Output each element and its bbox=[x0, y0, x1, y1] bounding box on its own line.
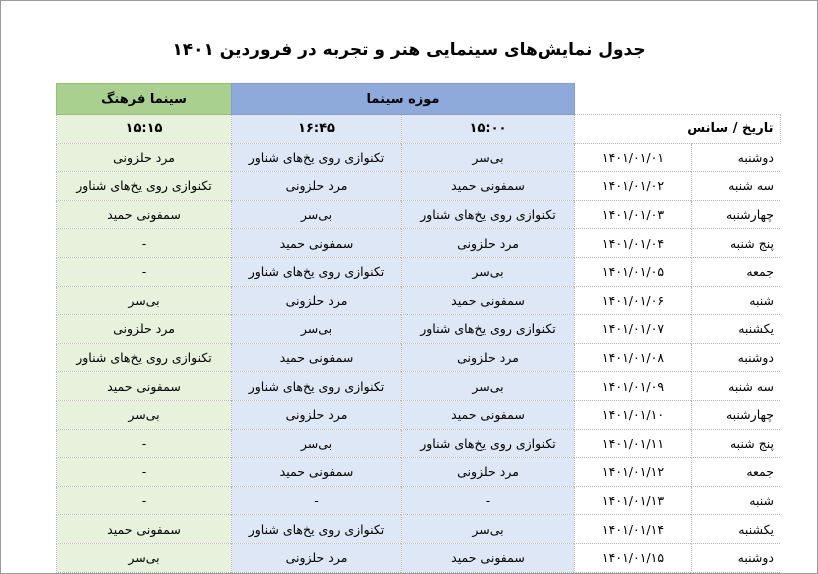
venue-farhang: سینما فرهنگ bbox=[57, 84, 232, 115]
time-museum-1: ۱۵:۰۰ bbox=[402, 115, 575, 144]
day-cell: دوشنبه bbox=[692, 343, 781, 372]
time-museum-2: ۱۶:۴۵ bbox=[232, 115, 402, 144]
farhang-1515-cell: تکنوازی روی یخ‌های شناور bbox=[57, 172, 232, 201]
farhang-1515-cell: - bbox=[57, 257, 232, 286]
table-row bbox=[57, 200, 781, 229]
museum-1645-cell: تکنوازی روی یخ‌های شناور bbox=[232, 143, 402, 172]
day-cell: جمعه bbox=[692, 257, 781, 286]
museum-1645-cell: - bbox=[232, 486, 402, 515]
farhang-1515-cell: سمفونی حمید bbox=[57, 200, 232, 229]
table-row bbox=[57, 257, 781, 286]
farhang-1515-cell: بی‌سر bbox=[57, 543, 232, 572]
day-cell: چهارشنبه bbox=[692, 200, 781, 229]
museum-1500-cell: مرد حلزونی bbox=[402, 229, 575, 258]
museum-1645-cell: مرد حلزونی bbox=[232, 543, 402, 572]
day-cell: دوشنبه bbox=[692, 543, 781, 572]
farhang-1515-cell: - bbox=[57, 429, 232, 458]
day-cell: دوشنبه bbox=[692, 143, 781, 172]
farhang-1515-cell: مرد حلزونی bbox=[57, 143, 232, 172]
museum-1500-cell: سمفونی حمید bbox=[402, 543, 575, 572]
date-cell: ۱۴۰۱/۰۱/۰۹ bbox=[575, 372, 692, 401]
museum-1645-cell: تکنوازی روی یخ‌های شناور bbox=[232, 257, 402, 286]
museum-1500-cell: بی‌سر bbox=[402, 257, 575, 286]
blank-cell bbox=[692, 84, 781, 115]
date-cell: ۱۴۰۱/۰۱/۱۱ bbox=[575, 429, 692, 458]
museum-1500-cell: سمفونی حمید bbox=[402, 172, 575, 201]
museum-1500-cell: سمفونی حمید bbox=[402, 286, 575, 315]
museum-1645-cell: بی‌سر bbox=[232, 429, 402, 458]
farhang-1515-cell: بی‌سر bbox=[57, 400, 232, 429]
day-cell: پنج شنبه bbox=[692, 229, 781, 258]
time-header-row bbox=[57, 115, 781, 144]
museum-1500-cell: بی‌سر bbox=[402, 515, 575, 544]
table-row bbox=[57, 429, 781, 458]
museum-1500-cell: مرد حلزونی bbox=[402, 458, 575, 487]
table-row bbox=[57, 343, 781, 372]
museum-1500-cell: بی‌سر bbox=[402, 143, 575, 172]
museum-1645-cell: مرد حلزونی bbox=[232, 172, 402, 201]
date-cell: ۱۴۰۱/۰۱/۱۰ bbox=[575, 400, 692, 429]
farhang-1515-cell: - bbox=[57, 458, 232, 487]
museum-1500-cell: مرد حلزونی bbox=[402, 343, 575, 372]
day-cell: چهارشنبه bbox=[692, 400, 781, 429]
day-cell: شنبه bbox=[692, 486, 781, 515]
table-row bbox=[57, 286, 781, 315]
farhang-1515-cell: - bbox=[57, 486, 232, 515]
date-cell: ۱۴۰۱/۰۱/۰۶ bbox=[575, 286, 692, 315]
date-cell: ۱۴۰۱/۰۱/۱۳ bbox=[575, 486, 692, 515]
date-cell: ۱۴۰۱/۰۱/۰۴ bbox=[575, 229, 692, 258]
date-cell: ۱۴۰۱/۰۱/۰۳ bbox=[575, 200, 692, 229]
date-cell: ۱۴۰۱/۰۱/۰۷ bbox=[575, 315, 692, 344]
table-row bbox=[57, 172, 781, 201]
farhang-1515-cell: سمفونی حمید bbox=[57, 515, 232, 544]
farhang-1515-cell: تکنوازی روی یخ‌های شناور bbox=[57, 343, 232, 372]
venue-museum: موزه سینما bbox=[232, 84, 575, 115]
table-row bbox=[57, 543, 781, 572]
table-row bbox=[57, 315, 781, 344]
venue-header-row bbox=[57, 84, 781, 115]
day-cell: پنج شنبه bbox=[692, 429, 781, 458]
date-cell: ۱۴۰۱/۰۱/۰۸ bbox=[575, 343, 692, 372]
time-farhang: ۱۵:۱۵ bbox=[57, 115, 232, 144]
date-cell: ۱۴۰۱/۰۱/۰۵ bbox=[575, 257, 692, 286]
day-cell: شنبه bbox=[692, 286, 781, 315]
museum-1645-cell: بی‌سر bbox=[232, 200, 402, 229]
date-cell: ۱۴۰۱/۰۱/۱۵ bbox=[575, 543, 692, 572]
table-row bbox=[57, 229, 781, 258]
table-row bbox=[57, 400, 781, 429]
date-cell: ۱۴۰۱/۰۱/۱۲ bbox=[575, 458, 692, 487]
museum-1645-cell: بی‌سر bbox=[232, 315, 402, 344]
table-row bbox=[57, 486, 781, 515]
date-session-label: تاریخ / سانس bbox=[575, 115, 781, 144]
museum-1645-cell: سمفونی حمید bbox=[232, 458, 402, 487]
day-cell: یکشنبه bbox=[692, 315, 781, 344]
table-row bbox=[57, 372, 781, 401]
farhang-1515-cell: - bbox=[57, 229, 232, 258]
schedule-table bbox=[56, 83, 781, 573]
museum-1645-cell: مرد حلزونی bbox=[232, 286, 402, 315]
day-cell: یکشنبه bbox=[692, 515, 781, 544]
museum-1645-cell: سمفونی حمید bbox=[232, 229, 402, 258]
farhang-1515-cell: سمفونی حمید bbox=[57, 372, 232, 401]
blank-cell bbox=[575, 84, 692, 115]
date-cell: ۱۴۰۱/۰۱/۱۴ bbox=[575, 515, 692, 544]
museum-1500-cell: تکنوازی روی یخ‌های شناور bbox=[402, 315, 575, 344]
table-row bbox=[57, 458, 781, 487]
museum-1500-cell: سمفونی حمید bbox=[402, 400, 575, 429]
museum-1645-cell: تکنوازی روی یخ‌های شناور bbox=[232, 515, 402, 544]
museum-1500-cell: تکنوازی روی یخ‌های شناور bbox=[402, 200, 575, 229]
page-title: جدول نمایش‌های سینمایی هنر و تجربه در فروردین ۱۴۰۱ bbox=[172, 40, 646, 60]
date-cell: ۱۴۰۱/۰۱/۰۲ bbox=[575, 172, 692, 201]
day-cell: سه شنبه bbox=[692, 372, 781, 401]
museum-1645-cell: سمفونی حمید bbox=[232, 343, 402, 372]
table-row bbox=[57, 515, 781, 544]
farhang-1515-cell: بی‌سر bbox=[57, 286, 232, 315]
museum-1500-cell: - bbox=[402, 486, 575, 515]
museum-1500-cell: تکنوازی روی یخ‌های شناور bbox=[402, 429, 575, 458]
day-cell: جمعه bbox=[692, 458, 781, 487]
day-cell: سه شنبه bbox=[692, 172, 781, 201]
museum-1645-cell: مرد حلزونی bbox=[232, 400, 402, 429]
museum-1500-cell: بی‌سر bbox=[402, 372, 575, 401]
farhang-1515-cell: مرد حلزونی bbox=[57, 315, 232, 344]
date-cell: ۱۴۰۱/۰۱/۰۱ bbox=[575, 143, 692, 172]
museum-1645-cell: تکنوازی روی یخ‌های شناور bbox=[232, 372, 402, 401]
table-row bbox=[57, 143, 781, 172]
